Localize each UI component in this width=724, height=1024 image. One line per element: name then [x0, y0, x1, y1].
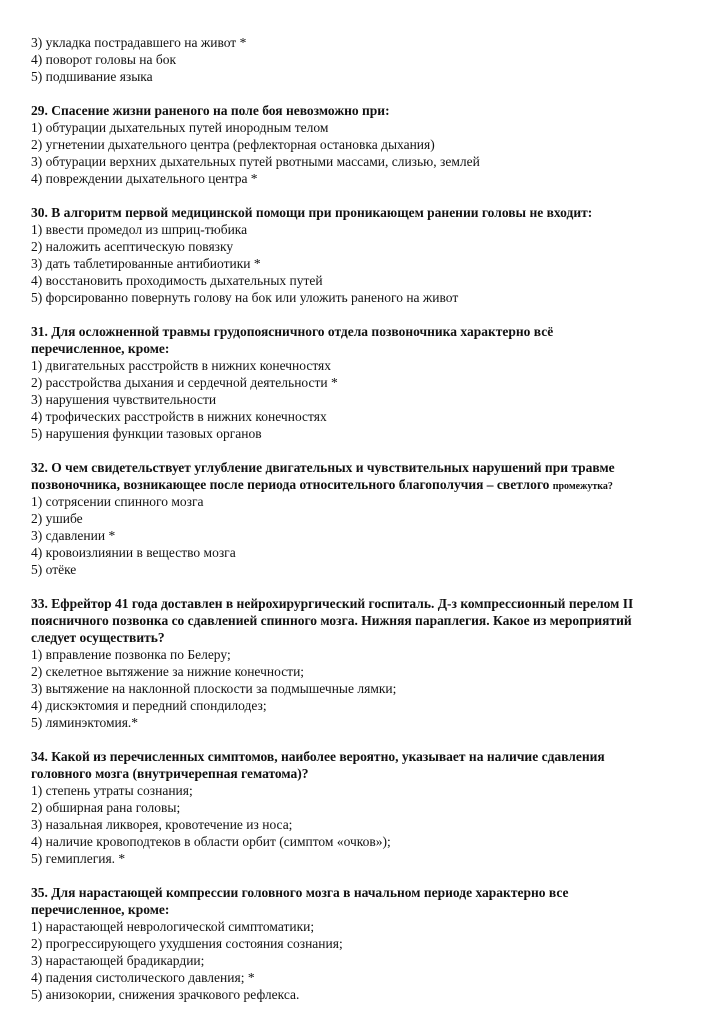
option-line: 3) дать таблетированные антибиотики *: [31, 256, 261, 271]
question-29: [31, 102, 701, 187]
title-tail: промежутка?: [552, 481, 613, 492]
option-line: 1) ввести промедол из шприц-тюбика: [31, 222, 248, 237]
option-line: 3) назальная ликворея, кровотечение из носа;: [31, 817, 293, 832]
option-line: 5) отёке: [31, 562, 77, 577]
document-content: [31, 34, 701, 1003]
question-title: 34. Какой из перечисленных симптомов, наиболее вероятно, указывает на наличие сдавления головного мозга (внутричерепная гематома)?: [31, 749, 605, 781]
option-line: 5) нарушения функции тазовых органов: [31, 426, 262, 441]
option-line: 2) угнетении дыхательного центра (рефлекторная остановка дыхания): [31, 137, 435, 152]
option-line: 2) ушибе: [31, 511, 83, 526]
question-34: [31, 748, 701, 867]
option-line: 5) форсированно повернуть голову на бок или уложить раненого на живот: [31, 290, 459, 305]
option-line: 2) скелетное вытяжение за нижние конечности;: [31, 664, 305, 679]
question-32: [31, 459, 701, 578]
question-title: 30. В алгоритм первой медицинской помощи при проникающем ранении головы не входит:: [31, 205, 593, 220]
option-line: 5) гемиплегия. *: [31, 851, 126, 866]
question-33: [31, 595, 701, 731]
option-line: 2) наложить асептическую повязку: [31, 239, 234, 254]
option-line: 4) восстановить проходимость дыхательных путей: [31, 273, 323, 288]
option-line: 4) поворот головы на бок: [31, 52, 177, 67]
question-31: [31, 323, 701, 442]
question-35: [31, 884, 701, 1003]
option-line: 2) прогрессирующего ухудшения состояния сознания;: [31, 936, 343, 951]
option-line: 1) вправление позвонка по Белеру;: [31, 647, 231, 662]
option-line: 1) обтурации дыхательных путей инородным телом: [31, 120, 329, 135]
question-title: 32. О чем свидетельствует углубление двигательных и чувствительных нарушений при травме позвоночника, возникающее после периода относительного благополучия – светлого промежутка?: [31, 460, 615, 492]
option-line: 3) вытяжение на наклонной плоскости за подмышечные лямки;: [31, 681, 397, 696]
option-line: 3) обтурации верхних дыхательных путей рвотными массами, слизью, землей: [31, 154, 480, 169]
option-line: 3) нарушения чувствительности: [31, 392, 217, 407]
intro-options: [31, 34, 701, 85]
question-title: 33. Ефрейтор 41 года доставлен в нейрохирургический госпиталь. Д-з компрессионный перелом II поясничного позвонка со сдавленией спинного мозга. Нижняя параплегия. Какое из мероприятий следует осуществить?: [31, 596, 634, 645]
option-line: 4) дискэктомия и передний спондилодез;: [31, 698, 267, 713]
option-line: 4) повреждении дыхательного центра *: [31, 171, 258, 186]
question-30: [31, 204, 701, 306]
option-line: 3) укладка пострадавшего на живот *: [31, 35, 247, 50]
option-line: 2) обширная рана головы;: [31, 800, 181, 815]
option-line: 1) степень утраты сознания;: [31, 783, 193, 798]
question-title: 31. Для осложненной травмы грудопоясничного отдела позвоночника характерно всё перечисленное, кроме:: [31, 324, 554, 356]
option-line: 4) наличие кровоподтеков в области орбит (симптом «очков»);: [31, 834, 391, 849]
option-line: 1) сотрясении спинного мозга: [31, 494, 204, 509]
option-line: 1) двигательных расстройств в нижних конечностях: [31, 358, 332, 373]
option-line: 5) подшивание языка: [31, 69, 153, 84]
option-line: 3) сдавлении *: [31, 528, 116, 543]
option-line: 4) падения систолического давления; *: [31, 970, 255, 985]
question-title: 35. Для нарастающей компрессии головного мозга в начальном периоде характерно все перечисленное, кроме:: [31, 885, 569, 917]
option-line: 3) нарастающей брадикардии;: [31, 953, 205, 968]
option-line: 1) нарастающей неврологической симптоматики;: [31, 919, 315, 934]
option-line: 5) ляминэктомия.*: [31, 715, 139, 730]
option-line: 2) расстройства дыхания и сердечной деятельности *: [31, 375, 338, 390]
option-line: 4) кровоизлиянии в вещество мозга: [31, 545, 236, 560]
option-line: 4) трофических расстройств в нижних конечностях: [31, 409, 327, 424]
question-title: 29. Спасение жизни раненого на поле боя невозможно при:: [31, 103, 390, 118]
option-line: 5) анизокории, снижения зрачкового рефлекса.: [31, 987, 300, 1002]
